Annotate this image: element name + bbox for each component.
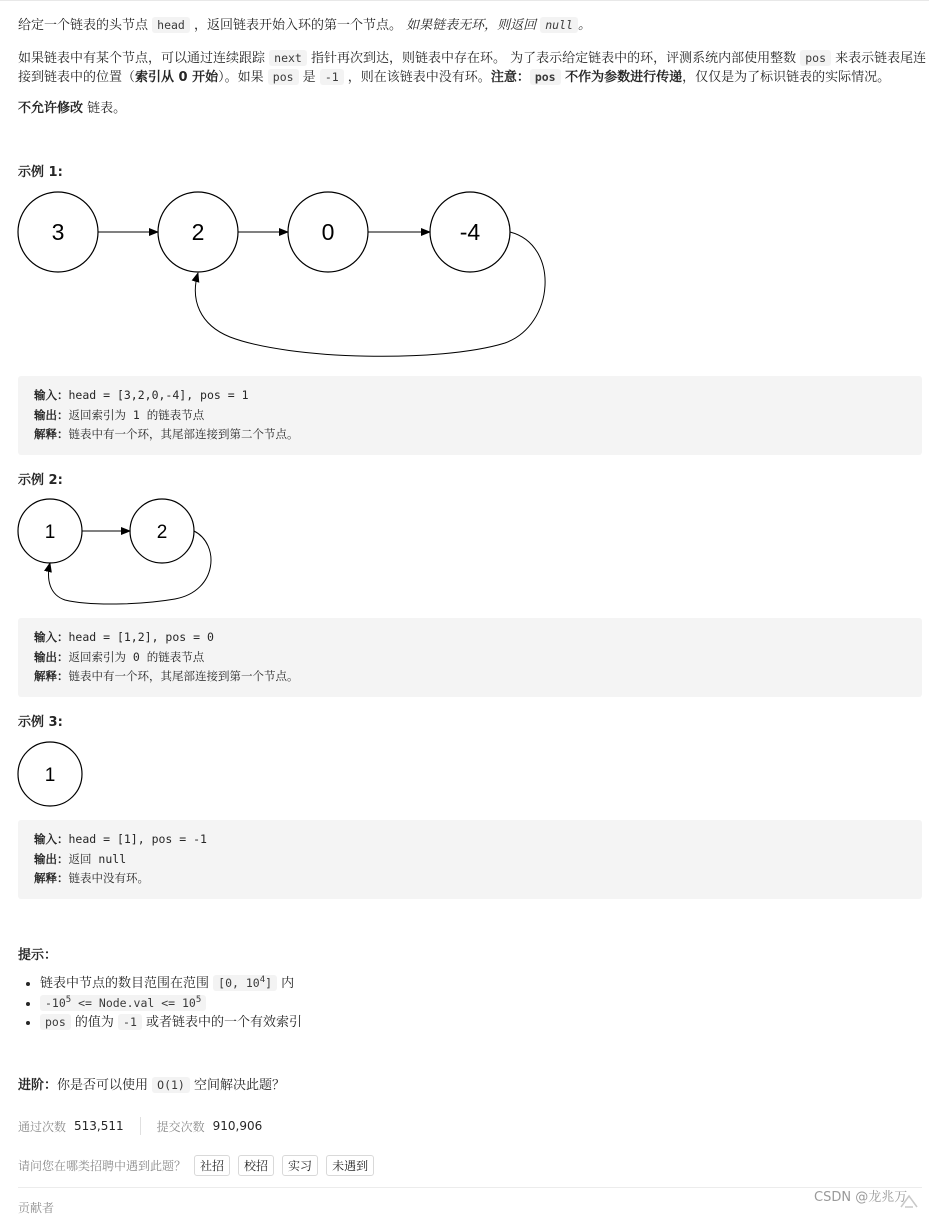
intro-italic: 。 [577, 18, 591, 33]
interview-question: 请问您在哪类招聘中遇到此题？ [18, 1159, 187, 1173]
node [288, 192, 368, 272]
hint-item [40, 974, 840, 994]
intro-text: ）。如果 [218, 70, 268, 85]
advanced-text: 你是否可以使用 [57, 1078, 153, 1093]
advanced-paragraph [18, 1074, 923, 1097]
hint-code: -1 [118, 1014, 142, 1030]
example-1-io-block [18, 376, 922, 455]
node-value: 0 [321, 219, 335, 245]
intro-text: 来表示链表尾连 [831, 51, 927, 66]
intro-italic: 如果链表无环，则返回 [406, 18, 541, 33]
hint-code: <= Node.val <= 10 [71, 995, 196, 1010]
intro-text: 链表。 [83, 101, 127, 116]
node-value: 2 [191, 219, 205, 245]
output-label: 输出： [34, 407, 69, 422]
intro-bold: 索引从 0 开始 [135, 70, 219, 85]
intro-bold: 不作为参数进行传递 [560, 70, 683, 85]
code-head: head [152, 17, 190, 33]
hint-item [40, 994, 840, 1014]
input-value: head = [1], pos = -1 [68, 832, 207, 846]
node-value: -4 [459, 219, 481, 245]
example-3-heading: 示例 3: [18, 715, 63, 730]
node [130, 499, 194, 563]
node-value: 3 [51, 219, 65, 245]
node-value: 1 [44, 765, 56, 786]
top-divider [0, 0, 929, 1]
explain-label: 解释： [34, 871, 69, 885]
node [18, 499, 82, 563]
tag-not-encountered-button[interactable]: 未遇到 [326, 1155, 374, 1176]
intro-text: 指针再次到达，则链表中存在环。 为了表示给定链表中的环，评测系统内部使用整数 [306, 51, 801, 66]
accepted-label: 通过次数 [18, 1119, 67, 1134]
hint-code: -10 [45, 995, 66, 1010]
intro-paragraph-3 [18, 98, 923, 120]
node [430, 192, 510, 272]
hint-text: 链表中节点的数目范围在范围 [40, 976, 214, 991]
hint-code: ] [265, 976, 273, 990]
hint-item [40, 1013, 840, 1033]
intro-text: ，仅仅是为了标识链表的实际情况。 [682, 70, 891, 85]
stats-divider [140, 1117, 141, 1135]
explain-value: 链表中没有环。 [68, 871, 149, 885]
code-null: null [540, 17, 578, 33]
intro-text: ，返回链表开始入环的第一个节点。 [189, 18, 407, 33]
explain-label: 解释： [34, 669, 69, 683]
node-value: 2 [156, 522, 168, 543]
intro-paragraph-2-cont [18, 66, 923, 89]
code-neg1: -1 [320, 69, 344, 85]
hint-text: 或者链表中的一个有效索引 [141, 1015, 303, 1030]
intro-text: ，则在该链表中没有环。 [343, 70, 491, 85]
output-label: 输出： [34, 649, 69, 664]
advanced-label: 进阶： [18, 1078, 58, 1093]
submitted-label: 提交次数 [156, 1119, 205, 1134]
intro-paragraph-1 [18, 14, 923, 37]
contributors-label: 贡献者 [18, 1201, 55, 1215]
output-value: 返回索引为 1 的链表节点 [68, 407, 205, 422]
input-label: 输入： [34, 832, 69, 846]
code-pos: pos [268, 69, 299, 85]
watermark-logo-icon [899, 1192, 919, 1210]
node [18, 742, 82, 806]
hint-code: pos [40, 1014, 71, 1030]
note-label: 注意： [490, 70, 530, 85]
example-1-heading: 示例 1: [18, 165, 63, 180]
example-3-io-block [18, 820, 922, 899]
example-2-heading: 示例 2: [18, 473, 63, 488]
hint-sup: 4 [259, 975, 266, 986]
code-next: next [269, 50, 307, 66]
output-label: 输出： [34, 851, 69, 866]
input-label: 输入： [34, 630, 69, 644]
csdn-watermark: CSDN @龙兆万 [814, 1190, 908, 1205]
hint-code: [0, 10 [218, 976, 260, 990]
hint-sup: 5 [65, 994, 72, 1005]
hint-sup: 5 [195, 994, 202, 1005]
example-1-diagram [0, 185, 929, 365]
input-value: head = [3,2,0,-4], pos = 1 [68, 388, 249, 402]
tag-internship-button[interactable]: 实习 [282, 1155, 318, 1176]
node [18, 192, 98, 272]
input-value: head = [1,2], pos = 0 [68, 630, 214, 644]
hint-text: 内 [277, 976, 295, 991]
advanced-text: 空间解决此题？ [189, 1078, 285, 1093]
node [158, 192, 238, 272]
hints-heading: 提示： [18, 948, 58, 963]
intro-bold: 不允许修改 [18, 101, 84, 116]
hint-text: 的值为 [70, 1015, 119, 1030]
example-2-io-block [18, 618, 922, 697]
example-3-diagram [0, 740, 929, 810]
tag-campus-recruit-button[interactable]: 校招 [238, 1155, 274, 1176]
submitted-count: 910,906 [212, 1119, 263, 1133]
intro-text: 给定一个链表的头节点 [18, 18, 153, 33]
input-label: 输入： [34, 388, 69, 402]
explain-value: 链表中有一个环，其尾部连接到第二个节点。 [68, 427, 299, 441]
example-2-diagram [0, 496, 929, 611]
section-divider [18, 1187, 922, 1188]
advanced-code: O(1) [152, 1077, 190, 1093]
hints-list [18, 974, 840, 1033]
explain-value: 链表中有一个环，其尾部连接到第一个节点。 [68, 669, 299, 683]
explain-label: 解释： [34, 427, 69, 441]
accepted-count: 513,511 [74, 1119, 124, 1133]
output-value: 返回索引为 0 的链表节点 [68, 649, 205, 664]
code-pos: pos [800, 50, 831, 66]
submission-stats [18, 1117, 262, 1135]
interview-question-row [18, 1155, 374, 1176]
intro-text: 如果链表中有某个节点，可以通过连续跟踪 [18, 51, 270, 66]
intro-text: 是 [298, 70, 320, 85]
node-value: 1 [44, 522, 56, 543]
output-value: 返回 null [68, 851, 127, 866]
tag-social-recruit-button[interactable]: 社招 [194, 1155, 230, 1176]
intro-text: 接到链表中的位置（ [18, 70, 136, 85]
code-pos: pos [530, 69, 561, 85]
